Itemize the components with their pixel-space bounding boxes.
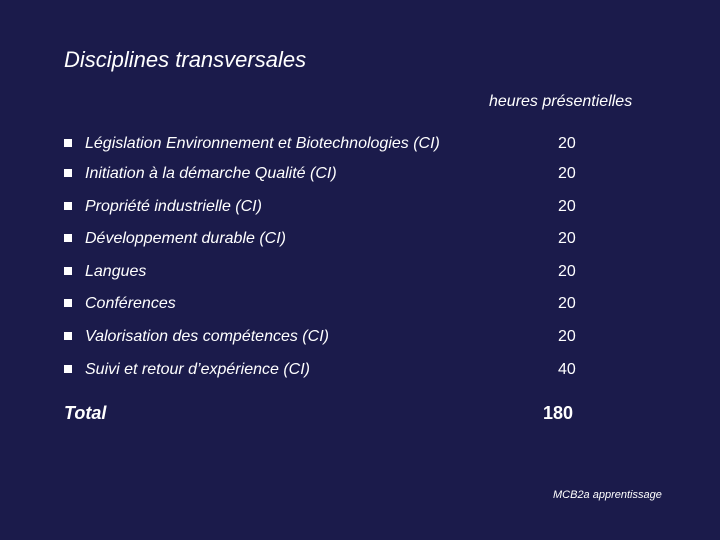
discipline-hours: 20 — [558, 295, 576, 312]
square-bullet-icon — [64, 169, 72, 177]
list-item — [64, 135, 604, 155]
list-item — [64, 230, 604, 250]
discipline-hours: 20 — [558, 198, 576, 215]
discipline-hours: 40 — [558, 361, 576, 378]
list-item — [64, 263, 604, 283]
square-bullet-icon — [64, 332, 72, 340]
list-item — [64, 295, 604, 315]
square-bullet-icon — [64, 365, 72, 373]
discipline-hours: 20 — [558, 328, 576, 345]
square-bullet-icon — [64, 202, 72, 210]
discipline-label: Langues — [85, 263, 147, 280]
list-item — [64, 361, 604, 381]
square-bullet-icon — [64, 234, 72, 242]
discipline-hours: 20 — [558, 135, 576, 152]
square-bullet-icon — [64, 299, 72, 307]
total-label: Total — [64, 403, 107, 423]
square-bullet-icon — [64, 267, 72, 275]
slide-title: Disciplines transversales — [64, 47, 307, 72]
discipline-label: Conférences — [85, 295, 176, 312]
discipline-hours: 20 — [558, 230, 576, 247]
discipline-label: Développement durable (CI) — [85, 230, 286, 247]
total-value: 180 — [543, 403, 574, 423]
discipline-label: Initiation à la démarche Qualité (CI) — [85, 165, 337, 182]
discipline-label: Suivi et retour d’expérience (CI) — [85, 361, 310, 378]
square-bullet-icon — [64, 139, 72, 147]
column-header: heures présentielles — [489, 93, 633, 110]
discipline-label: Législation Environnement et Biotechnologies (CI) — [85, 135, 440, 152]
list-item — [64, 198, 604, 218]
footer-note: MCB2a apprentissage — [553, 489, 662, 501]
list-item — [64, 328, 604, 348]
discipline-hours: 20 — [558, 263, 576, 280]
discipline-hours: 20 — [558, 165, 576, 182]
discipline-label: Valorisation des compétences (CI) — [85, 328, 329, 345]
list-item — [64, 165, 604, 185]
discipline-label: Propriété industrielle (CI) — [85, 198, 262, 215]
